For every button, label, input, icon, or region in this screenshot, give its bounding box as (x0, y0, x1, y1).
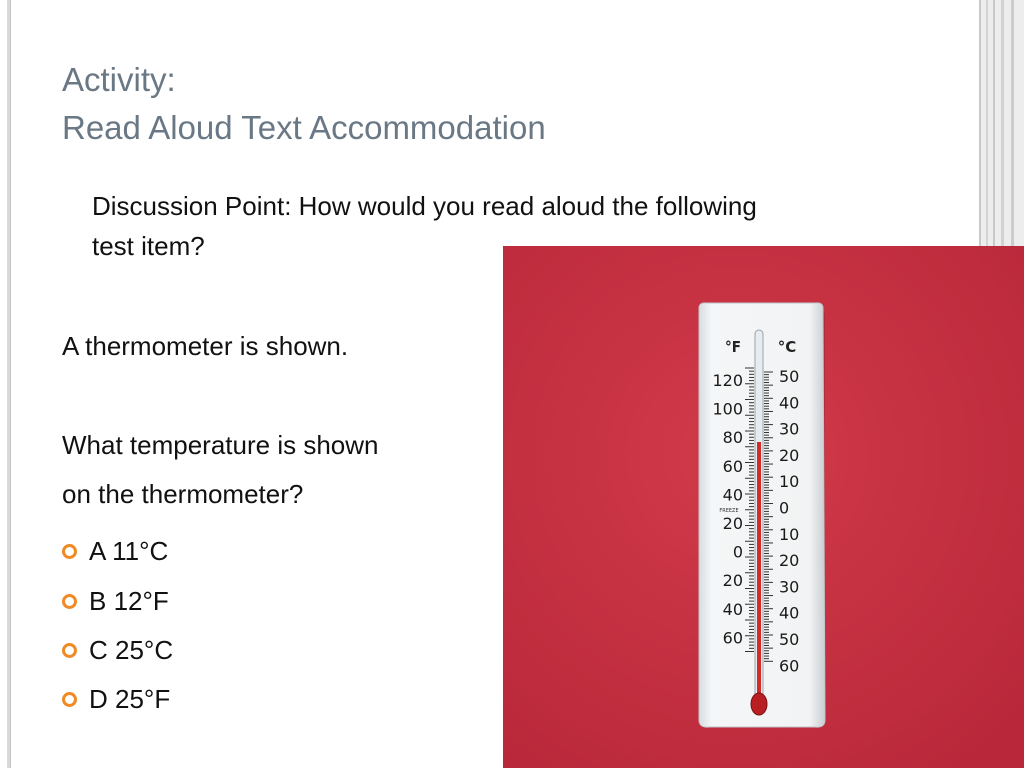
question-line-1: What temperature is shown (62, 430, 379, 460)
fahrenheit-tick-label: 0 (732, 542, 743, 562)
option-c (62, 626, 173, 675)
celsius-tick-label: 60 (779, 656, 800, 676)
celsius-tick-label: 0 (779, 498, 790, 518)
celsius-tick-label: 30 (779, 419, 800, 439)
celsius-tick-label: 40 (779, 393, 800, 413)
option-label: A 11°C (89, 536, 169, 567)
title-line-2: Read Aloud Text Accommodation (62, 109, 546, 146)
bullet-icon (62, 692, 77, 707)
thermometer-bulb (751, 693, 767, 715)
bullet-icon (62, 544, 77, 559)
celsius-unit-label: °C (777, 338, 797, 356)
fahrenheit-tick-label: 40 (722, 485, 743, 505)
fahrenheit-tick-label: 20 (722, 514, 743, 533)
option-b (62, 576, 173, 625)
celsius-tick-label: 20 (779, 445, 800, 465)
fahrenheit-tick-label: 40 (722, 599, 743, 619)
option-label: C 25°C (89, 634, 174, 665)
mercury-column (757, 442, 761, 702)
fahrenheit-tick-label: 120 (712, 371, 743, 390)
celsius-tick-label: 10 (779, 472, 800, 492)
question-line-2: on the thermometer? (62, 479, 304, 509)
option-label: B 12°F (89, 585, 169, 616)
answer-options (62, 527, 173, 725)
fahrenheit-tick-label: 80 (722, 428, 743, 448)
discussion-point: Discussion Point: How would you read aloud the following test item? (92, 191, 757, 261)
fahrenheit-tick-label: 60 (722, 628, 743, 648)
freeze-label: FREEZE (719, 508, 739, 514)
fahrenheit-tick-label: 20 (722, 571, 743, 591)
thermometer-photo (503, 246, 1024, 768)
option-d (62, 675, 173, 724)
fahrenheit-tick-label: 60 (722, 456, 743, 476)
thermometer-illustration (503, 246, 1024, 768)
celsius-tick-label: 50 (779, 367, 800, 386)
item-intro: A thermometer is shown. (62, 331, 349, 361)
bullet-icon (62, 594, 77, 609)
option-label: D 25°F (89, 684, 171, 715)
fahrenheit-tick-label: 100 (712, 399, 743, 419)
slide-title (62, 56, 546, 152)
bullet-icon (62, 643, 77, 658)
celsius-tick-label: 50 (779, 630, 800, 649)
celsius-tick-label: 30 (779, 577, 800, 597)
slide-frame-left (7, 0, 11, 768)
title-line-1: Activity: (62, 61, 176, 98)
fahrenheit-unit-label: °F (725, 338, 741, 356)
option-a (62, 527, 173, 576)
celsius-tick-label: 20 (779, 551, 800, 571)
celsius-tick-label: 10 (779, 524, 800, 544)
celsius-tick-label: 40 (779, 603, 800, 623)
